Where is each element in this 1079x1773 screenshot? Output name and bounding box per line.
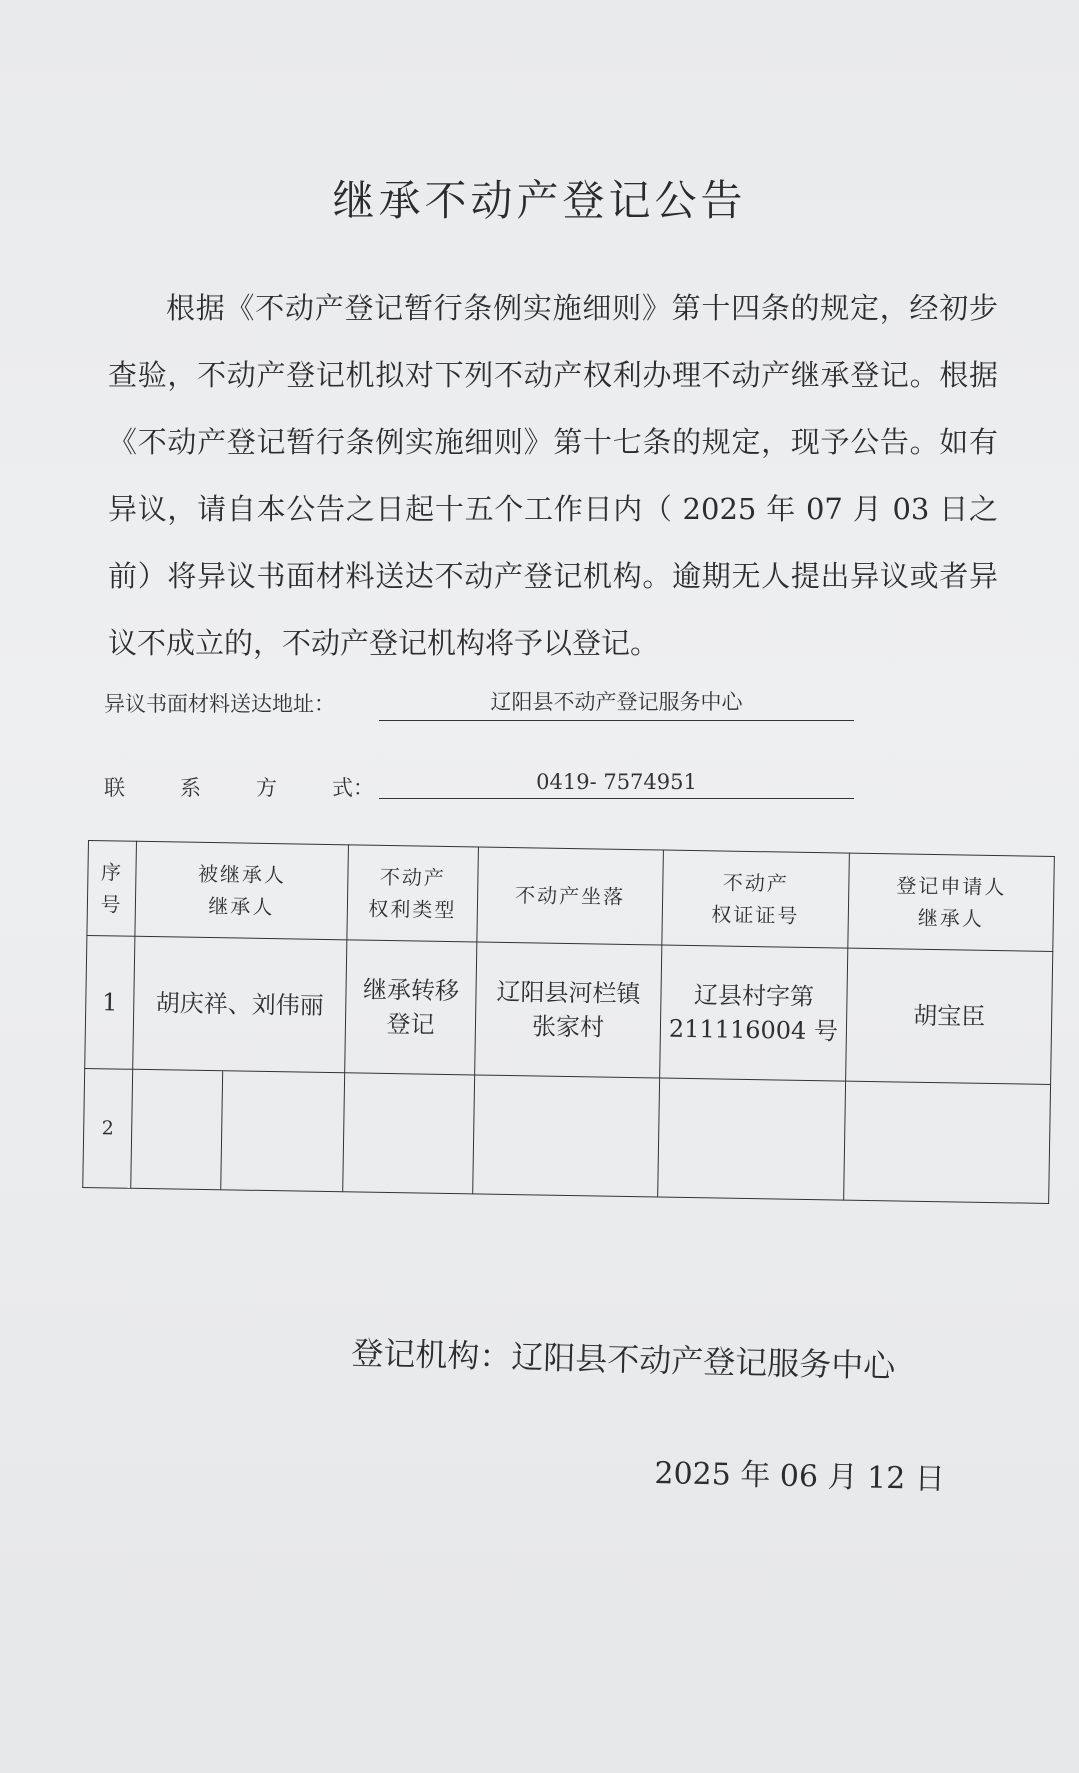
cell-location-empty bbox=[473, 1075, 660, 1197]
contact-label-char: 方 bbox=[256, 776, 277, 800]
cell-seq: 1 bbox=[85, 935, 135, 1069]
contact-row bbox=[104, 770, 697, 802]
address-row bbox=[104, 688, 743, 718]
notice-body bbox=[108, 275, 998, 677]
registration-authority: 登记机构：辽阳县不动产登记服务中心 bbox=[350, 1333, 896, 1386]
cell-location: 辽阳县河栏镇 张家村 bbox=[475, 942, 662, 1078]
page-title: 继承不动产登记公告 bbox=[332, 176, 747, 225]
header-heir: 被继承人 继承人 bbox=[135, 841, 349, 940]
cell-seq: 2 bbox=[83, 1068, 133, 1188]
registration-table-wrap bbox=[82, 840, 1054, 1204]
header-right-type: 不动产 权利类型 bbox=[347, 845, 479, 942]
cell-applicant: 胡宝臣 bbox=[846, 948, 1053, 1084]
address-value: 辽阳县不动产登记服务中心 bbox=[379, 686, 854, 721]
contact-label bbox=[104, 772, 374, 802]
header-seq: 序 号 bbox=[87, 841, 137, 937]
cell-cert-empty bbox=[658, 1078, 846, 1200]
notice-date: 2025 年 06 月 12 日 bbox=[654, 1455, 946, 1498]
cell-cert: 辽县村字第 211116004 号 bbox=[660, 945, 848, 1081]
notice-paragraph: 根据《不动产登记暂行条例实施细则》第十四条的规定，经初步查验，不动产登记机拟对下列不动产权利办理不动产继承登记。根据《不动产登记暂行条例实施细则》第十七条的规定，现予公告。如有异议，请自本公告之日起十五个工作日内（ 2025 年 07 月 03 日之前）将异议书面材料送达不动产登记机构。逾期无人提出异议或者异议不成立的，不动产登记机构将予以登记。 bbox=[108, 291, 998, 660]
contact-value: 0419- 7574951 bbox=[379, 770, 854, 799]
table-header-row bbox=[87, 841, 1054, 952]
contact-label-char: 系 bbox=[180, 776, 201, 800]
contact-label-char: 式： bbox=[332, 776, 374, 800]
address-label: 异议书面材料送达地址： bbox=[104, 692, 335, 716]
header-applicant: 登记申请人 继承人 bbox=[848, 853, 1055, 951]
cell-right-type: 继承转移 登记 bbox=[345, 940, 477, 1075]
cell-right-type-empty bbox=[343, 1073, 475, 1194]
cell-heir-empty bbox=[131, 1069, 345, 1191]
cell-applicant-empty bbox=[844, 1081, 1051, 1203]
table-row bbox=[85, 935, 1053, 1084]
table-row bbox=[83, 1068, 1051, 1203]
header-location: 不动产坐落 bbox=[477, 847, 664, 945]
cell-heir: 胡庆祥、刘伟丽 bbox=[133, 936, 347, 1072]
contact-label-char: 联 bbox=[104, 776, 125, 800]
registration-table bbox=[82, 840, 1055, 1204]
header-cert: 不动产 权证证号 bbox=[662, 850, 850, 948]
